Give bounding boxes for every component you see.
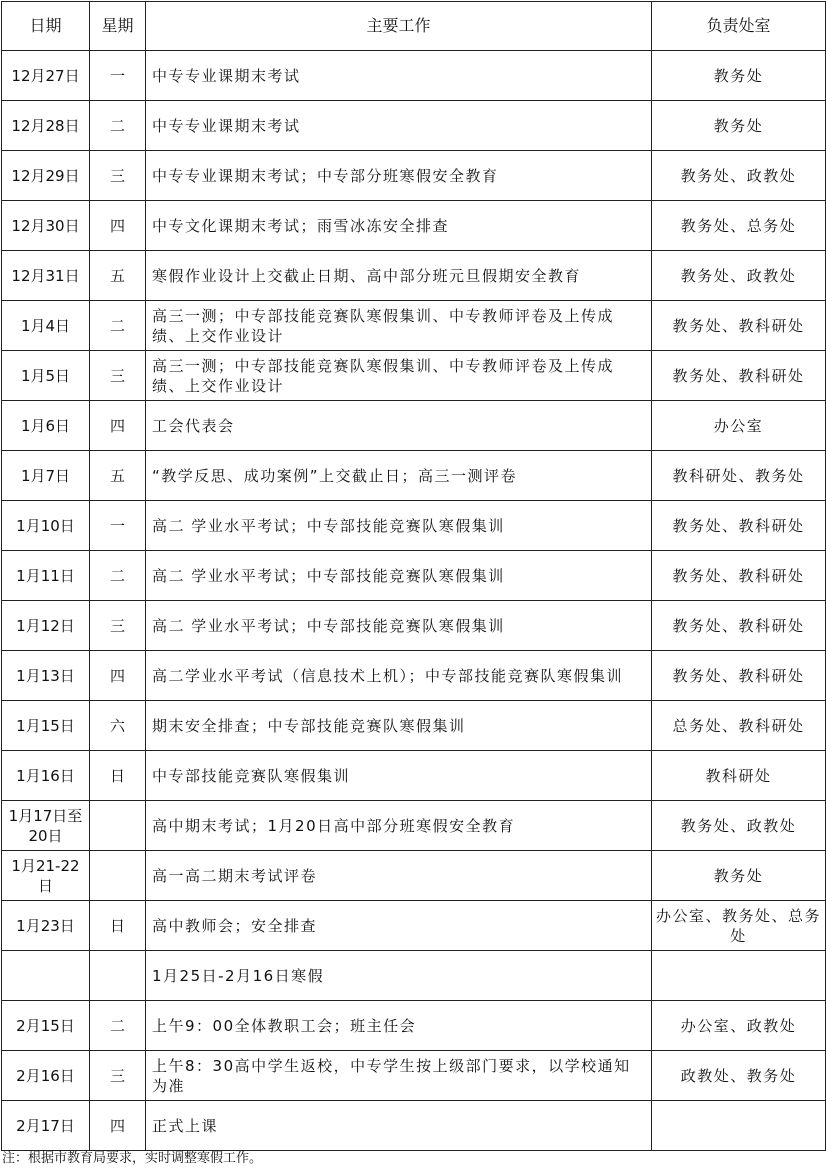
cell-date: 1月4日	[2, 301, 90, 351]
table-row	[2, 501, 826, 551]
table-row	[2, 251, 826, 301]
table-row	[2, 551, 826, 601]
cell-department: 教务处、教科研处	[652, 351, 826, 401]
cell-date: 2月17日	[2, 1101, 90, 1151]
table-row	[2, 751, 826, 801]
cell-date: 2月16日	[2, 1051, 90, 1101]
cell-weekday	[90, 851, 146, 901]
cell-department: 政教处、教务处	[652, 1051, 826, 1101]
cell-work: 中专专业课期末考试	[146, 101, 652, 151]
cell-department: 教务处、政教处	[652, 251, 826, 301]
schedule-table	[1, 1, 826, 1151]
cell-work: 高二 学业水平考试；中专部技能竞赛队寒假集训	[146, 501, 652, 551]
cell-work: 上午9：00全体教职工会；班主任会	[146, 1001, 652, 1051]
cell-date: 12月29日	[2, 151, 90, 201]
cell-department: 教务处、政教处	[652, 801, 826, 851]
cell-date	[2, 951, 90, 1001]
cell-weekday: 五	[90, 451, 146, 501]
cell-work: 高三一测；中专部技能竞赛队寒假集训、中专教师评卷及上传成绩、上交作业设计	[146, 351, 652, 401]
cell-department: 教务处、教科研处	[652, 651, 826, 701]
table-row	[2, 851, 826, 901]
table-row	[2, 401, 826, 451]
cell-date: 12月31日	[2, 251, 90, 301]
cell-work: “教学反思、成功案例”上交截止日；高三一测评卷	[146, 451, 652, 501]
table-row	[2, 1001, 826, 1051]
cell-work: 高三一测；中专部技能竞赛队寒假集训、中专教师评卷及上传成绩、上交作业设计	[146, 301, 652, 351]
cell-weekday: 二	[90, 101, 146, 151]
cell-weekday: 三	[90, 1051, 146, 1101]
table-row	[2, 451, 826, 501]
table-row	[2, 201, 826, 251]
cell-weekday: 三	[90, 601, 146, 651]
cell-weekday	[90, 951, 146, 1001]
table-row	[2, 601, 826, 651]
cell-weekday: 四	[90, 1101, 146, 1151]
table-row	[2, 1051, 826, 1101]
cell-department: 教科研处	[652, 751, 826, 801]
cell-department: 办公室	[652, 401, 826, 451]
cell-work: 高中期末考试；1月20日高中部分班寒假安全教育	[146, 801, 652, 851]
cell-date: 1月13日	[2, 651, 90, 701]
cell-work: 高二 学业水平考试；中专部技能竞赛队寒假集训	[146, 551, 652, 601]
cell-work: 期末安全排查；中专部技能竞赛队寒假集训	[146, 701, 652, 751]
cell-weekday: 日	[90, 751, 146, 801]
table-header-row	[2, 2, 826, 51]
table-row	[2, 651, 826, 701]
footnote: 注：根据市教育局要求，实时调整寒假工作。	[2, 1151, 263, 1166]
cell-work: 高一高二期末考试评卷	[146, 851, 652, 901]
cell-department	[652, 1101, 826, 1151]
table-row	[2, 901, 826, 951]
cell-department: 教务处、教科研处	[652, 301, 826, 351]
cell-date: 12月30日	[2, 201, 90, 251]
header-department: 负责处室	[652, 2, 826, 51]
cell-date: 12月28日	[2, 101, 90, 151]
cell-work: 寒假作业设计上交截止日期、高中部分班元旦假期安全教育	[146, 251, 652, 301]
cell-department: 教务处	[652, 851, 826, 901]
cell-weekday: 一	[90, 501, 146, 551]
cell-department: 办公室、政教处	[652, 1001, 826, 1051]
cell-date: 1月16日	[2, 751, 90, 801]
header-date: 日期	[2, 2, 90, 51]
cell-weekday: 一	[90, 51, 146, 101]
cell-work: 中专专业课期末考试；中专部分班寒假安全教育	[146, 151, 652, 201]
cell-department: 总务处、教科研处	[652, 701, 826, 751]
cell-weekday: 二	[90, 1001, 146, 1051]
cell-weekday: 四	[90, 651, 146, 701]
cell-department	[652, 951, 826, 1001]
cell-date: 1月15日	[2, 701, 90, 751]
cell-work: 高中教师会；安全排查	[146, 901, 652, 951]
cell-weekday: 四	[90, 201, 146, 251]
cell-date: 1月23日	[2, 901, 90, 951]
table-body	[2, 51, 826, 1151]
cell-date: 1月5日	[2, 351, 90, 401]
table-row	[2, 51, 826, 101]
cell-weekday: 三	[90, 151, 146, 201]
cell-weekday: 日	[90, 901, 146, 951]
cell-date: 1月6日	[2, 401, 90, 451]
table-row	[2, 801, 826, 851]
cell-date: 1月10日	[2, 501, 90, 551]
cell-work: 正式上课	[146, 1101, 652, 1151]
table-row	[2, 1101, 826, 1151]
cell-department: 教务处、教科研处	[652, 601, 826, 651]
cell-date: 1月17日至20日	[2, 801, 90, 851]
cell-date: 1月7日	[2, 451, 90, 501]
table-row	[2, 101, 826, 151]
cell-weekday: 二	[90, 301, 146, 351]
header-main-work: 主要工作	[146, 2, 652, 51]
cell-department: 教科研处、教务处	[652, 451, 826, 501]
cell-work: 1月25日-2月16日寒假	[146, 951, 652, 1001]
cell-date: 2月15日	[2, 1001, 90, 1051]
cell-department: 教务处	[652, 51, 826, 101]
cell-work: 工会代表会	[146, 401, 652, 451]
cell-work: 高二 学业水平考试；中专部技能竞赛队寒假集训	[146, 601, 652, 651]
cell-work: 上午8：30高中学生返校，中专学生按上级部门要求，以学校通知为准	[146, 1051, 652, 1101]
cell-date: 1月11日	[2, 551, 90, 601]
table-row	[2, 151, 826, 201]
cell-work: 中专文化课期末考试；雨雪冰冻安全排查	[146, 201, 652, 251]
cell-department: 办公室、教务处、总务处	[652, 901, 826, 951]
cell-weekday: 三	[90, 351, 146, 401]
table-row	[2, 301, 826, 351]
cell-work: 高二学业水平考试（信息技术上机）；中专部技能竞赛队寒假集训	[146, 651, 652, 701]
cell-date: 1月21-22日	[2, 851, 90, 901]
cell-department: 教务处、总务处	[652, 201, 826, 251]
cell-date: 1月12日	[2, 601, 90, 651]
table-row	[2, 701, 826, 751]
cell-department: 教务处、政教处	[652, 151, 826, 201]
cell-work: 中专专业课期末考试	[146, 51, 652, 101]
cell-department: 教务处	[652, 101, 826, 151]
cell-date: 12月27日	[2, 51, 90, 101]
cell-weekday: 二	[90, 551, 146, 601]
cell-department: 教务处、教科研处	[652, 501, 826, 551]
cell-weekday: 六	[90, 701, 146, 751]
header-weekday: 星期	[90, 2, 146, 51]
table-row	[2, 951, 826, 1001]
cell-work: 中专部技能竞赛队寒假集训	[146, 751, 652, 801]
cell-weekday	[90, 801, 146, 851]
cell-department: 教务处、教科研处	[652, 551, 826, 601]
cell-weekday: 四	[90, 401, 146, 451]
cell-weekday: 五	[90, 251, 146, 301]
table-row	[2, 351, 826, 401]
